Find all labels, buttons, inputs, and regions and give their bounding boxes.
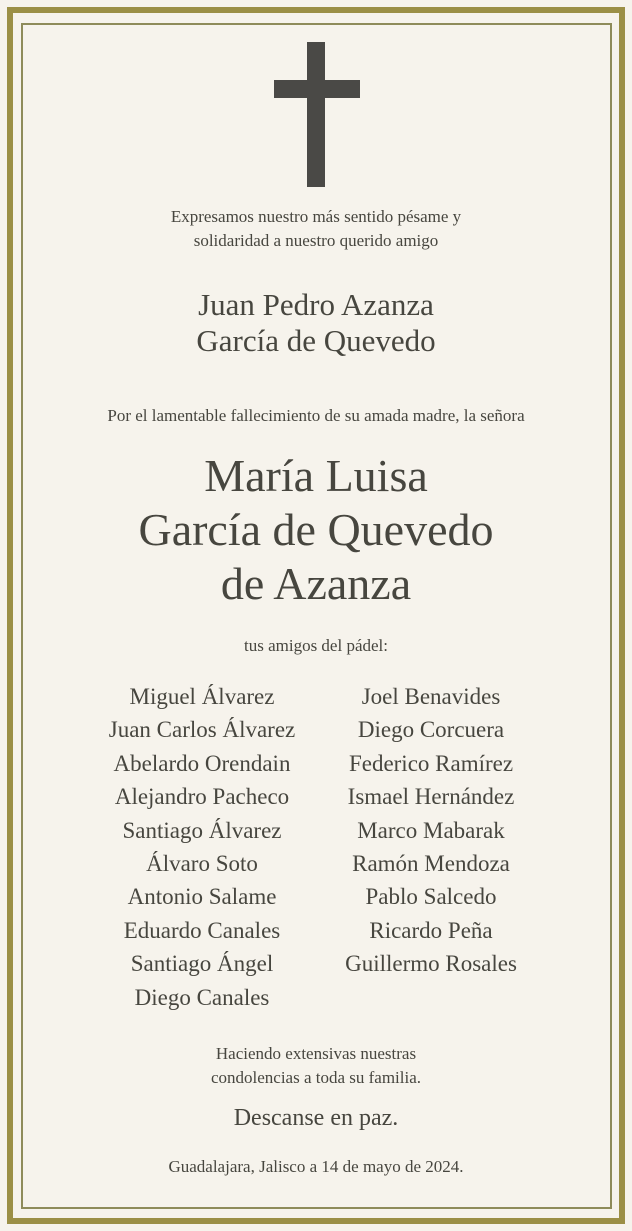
group-label: tus amigos del pádel: <box>243 636 388 655</box>
closing-line-1: Haciendo extensivas nuestras <box>215 1044 417 1063</box>
signer-name: Miguel Álvarez <box>129 684 275 709</box>
signer-name: Abelardo Orendain <box>113 750 291 776</box>
signer-name: Juan Carlos Álvarez <box>108 717 296 743</box>
place-and-date: Guadalajara, Jalisco a 14 de mayo de 2024. <box>168 1157 464 1176</box>
friend-name-line-2: García de Quevedo <box>196 323 436 358</box>
signer-name: Antonio Salame <box>127 884 277 910</box>
signer-name: Santiago Álvarez <box>122 817 282 843</box>
deceased-name <box>0 449 632 611</box>
closing-line-2: condolencias a toda su familia. <box>210 1068 422 1087</box>
condolence-intro <box>0 205 632 253</box>
signer-name: Santiago Ángel <box>130 951 274 977</box>
latin-cross-icon <box>274 42 360 187</box>
closing-text <box>0 1042 632 1090</box>
reason-text: Por el lamentable fallecimiento de su amada madre, la señora <box>107 406 525 425</box>
signer-name: Eduardo Canales <box>123 917 281 943</box>
signers-right-column <box>318 680 544 981</box>
signer-name: Ricardo Peña <box>369 917 493 943</box>
signers-left-column <box>90 680 314 1014</box>
signer-name: Alejandro Pacheco <box>114 784 290 810</box>
deceased-name-line-1: María Luisa <box>204 450 428 501</box>
deceased-name-line-3: de Azanza <box>220 558 412 609</box>
friend-name-line-1: Juan Pedro Azanza <box>198 287 434 322</box>
signer-name: Guillermo Rosales <box>345 951 517 977</box>
signer-name: Ramón Mendoza <box>352 851 510 877</box>
signer-name: Ismael Hernández <box>347 784 515 810</box>
inner-frame-line <box>21 23 612 1209</box>
signer-name: Álvaro Soto <box>146 851 258 877</box>
rest-in-peace: Descanse en paz. <box>233 1105 399 1131</box>
friend-name <box>0 287 632 359</box>
signer-name: Federico Ramírez <box>348 750 514 776</box>
signer-name: Diego Canales <box>134 984 270 1010</box>
signer-name: Joel Benavides <box>361 684 501 709</box>
deceased-name-line-2: García de Quevedo <box>138 504 494 555</box>
signer-name: Pablo Salcedo <box>365 884 497 910</box>
intro-line-1: Expresamos nuestro más sentido pésame y <box>170 207 462 226</box>
intro-line-2: solidaridad a nuestro querido amigo <box>193 231 439 250</box>
signer-name: Marco Mabarak <box>357 817 505 843</box>
signer-name: Diego Corcuera <box>357 717 505 743</box>
